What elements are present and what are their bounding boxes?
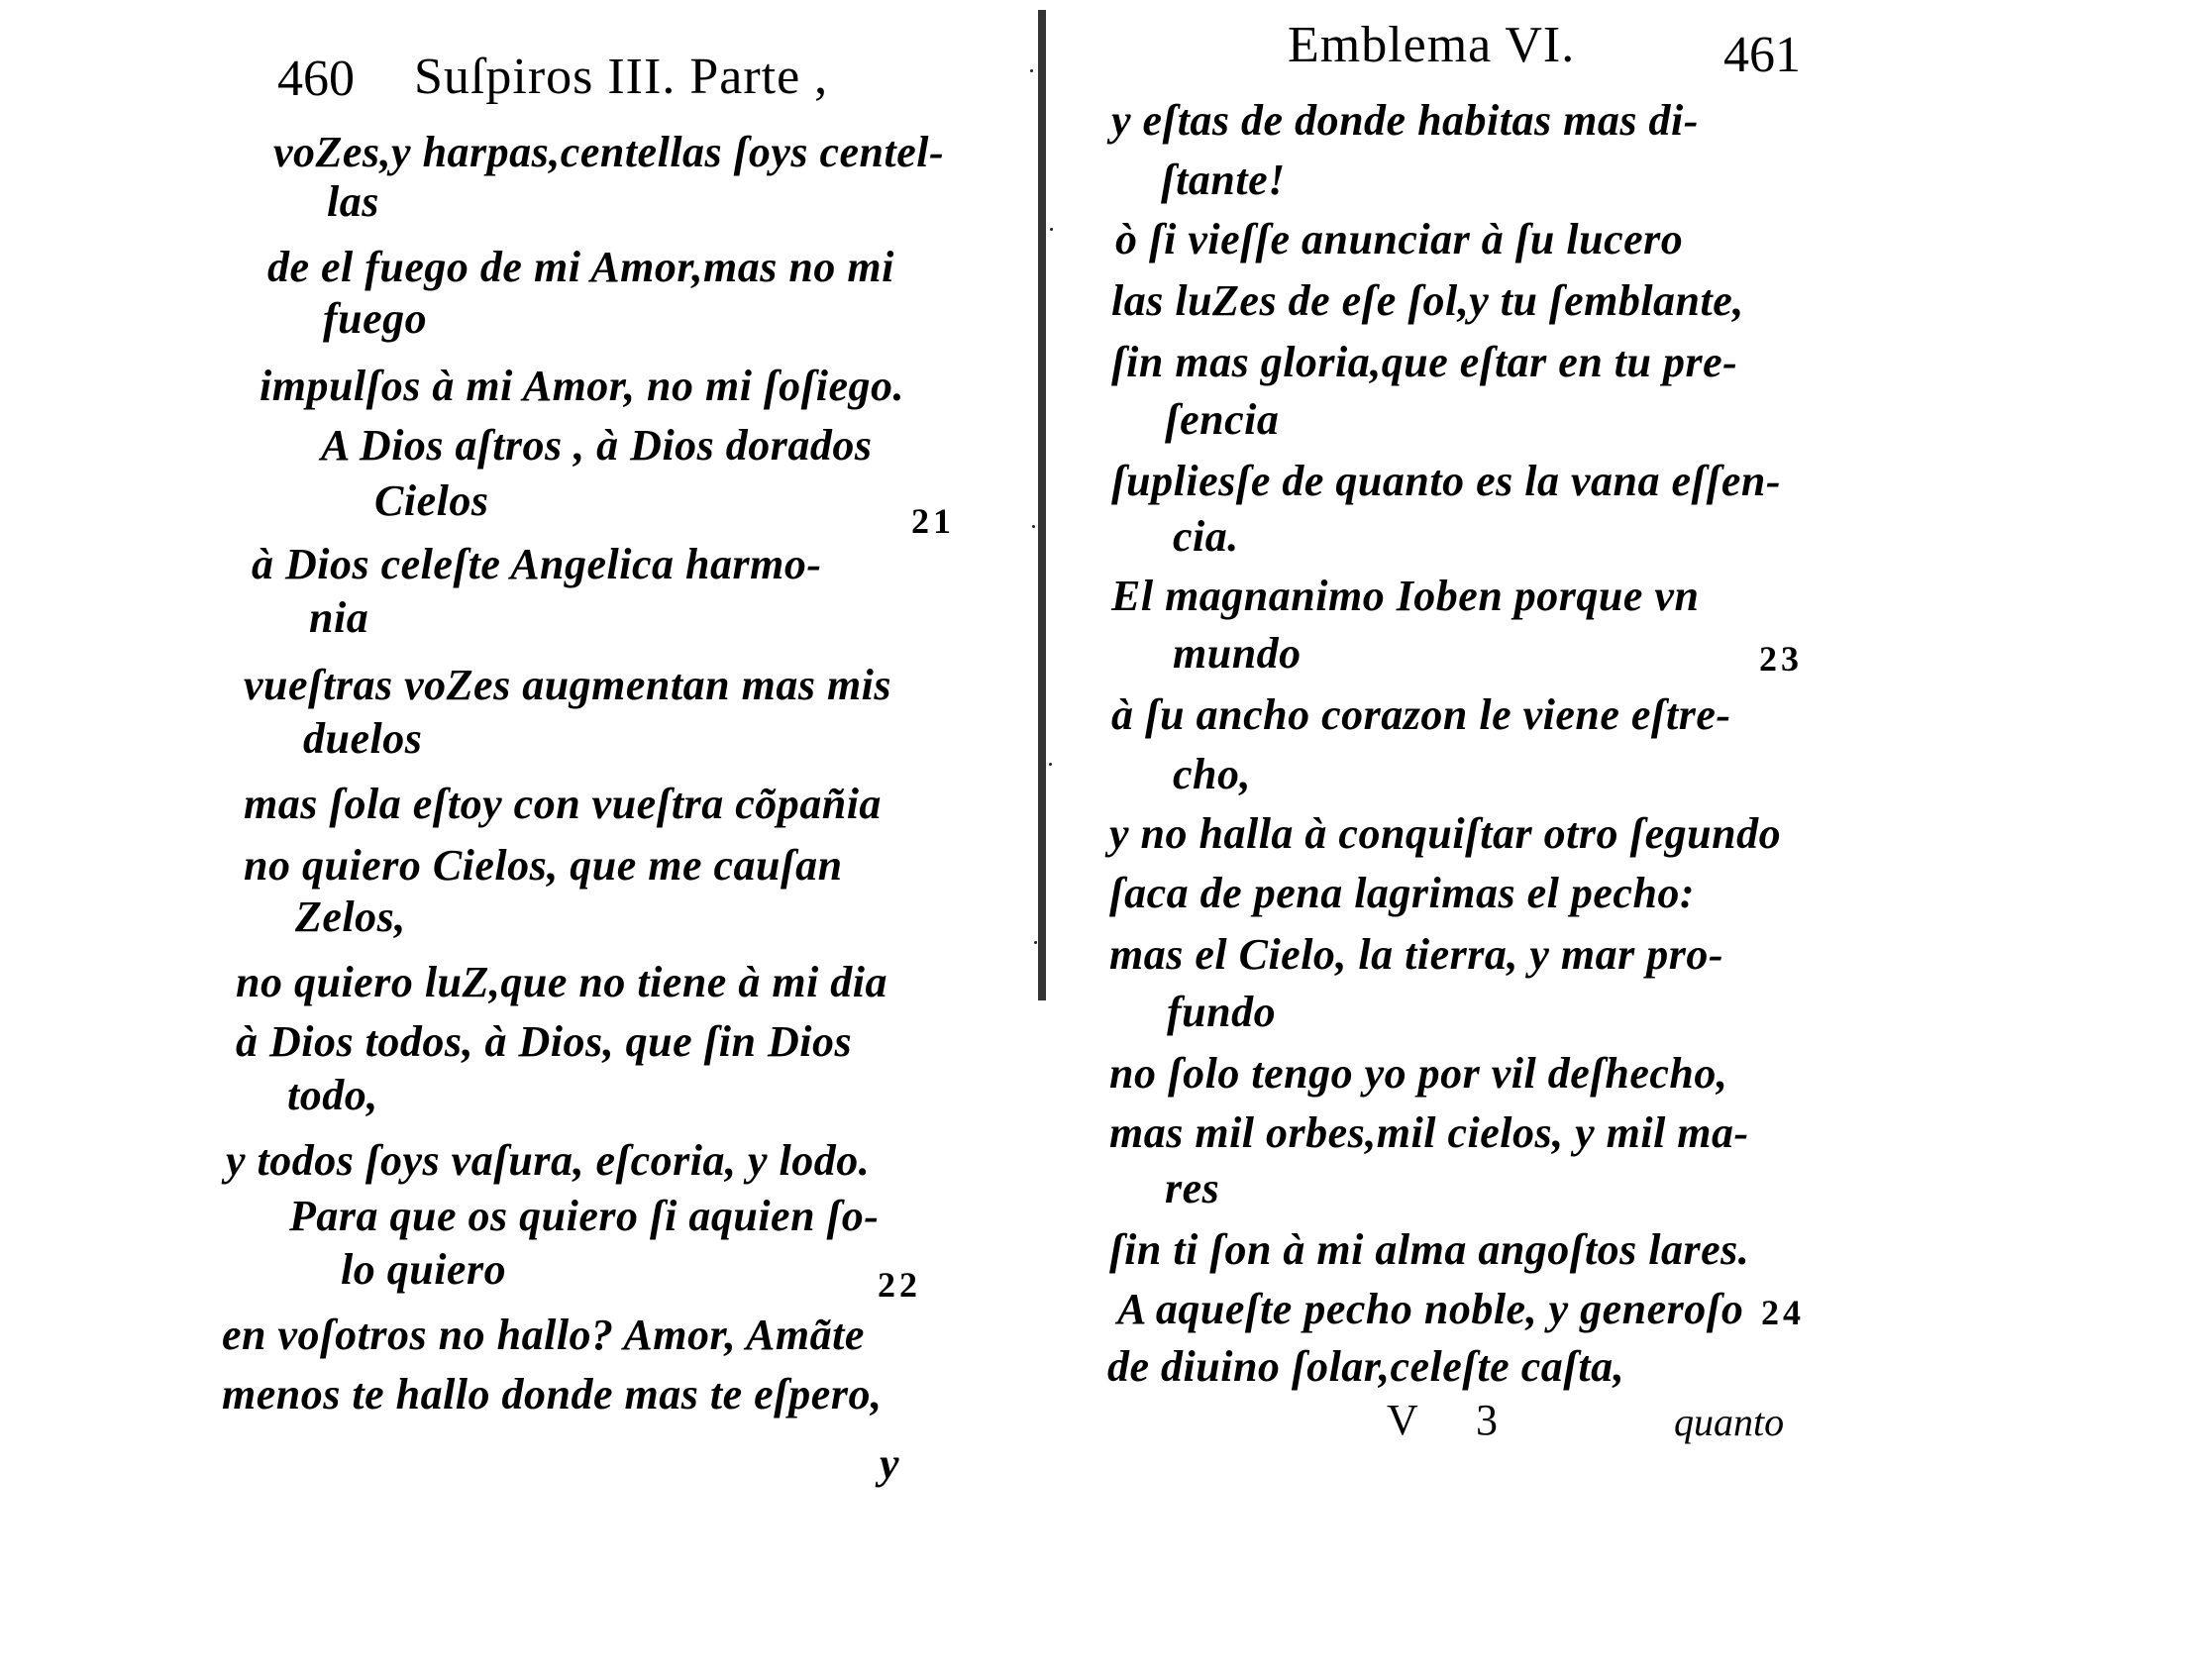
verse-line: mas ſola eſtoy con vueſtra cõpañia: [244, 780, 882, 828]
stanza-number: 21: [911, 501, 955, 541]
verse-line: ſtante!: [1161, 156, 1286, 204]
verse-line: y no halla à conquiſtar otro ſegundo: [1109, 809, 1782, 858]
stanza-number: 23: [1759, 639, 1803, 679]
verse-line: cho,: [1173, 750, 1251, 798]
running-title-right: Emblema VI.: [1288, 17, 1576, 73]
verse-line: de diuino ſolar,celeſte caſta,: [1107, 1342, 1625, 1391]
verse-line: duelos: [303, 714, 423, 763]
verse-line: ò ſi vieſſe anunciar à ſu lucero: [1115, 215, 1684, 263]
verse-line: ſin ti ſon à mi alma angoſtos lares.: [1109, 1225, 1750, 1274]
verse-line: de el fuego de mi Amor,mas no mi: [267, 243, 894, 291]
verse-line: à Dios celeſte Angelica harmo-: [252, 540, 822, 588]
verse-line: res: [1165, 1164, 1220, 1212]
verse-line: voZes,y harpas,centellas ſoys centel-: [273, 128, 945, 176]
verse-line: cia.: [1173, 512, 1239, 561]
verse-line: mas mil orbes,mil cielos, y mil ma-: [1109, 1108, 1749, 1157]
verse-line: A aqueſte pecho noble, y generoſo: [1117, 1285, 1744, 1333]
verse-line: en voſotros no hallo? Amor, Amãte: [222, 1311, 865, 1359]
verse-line: ſencia: [1165, 395, 1280, 444]
right-page: [1050, 0, 2188, 1680]
page-number-left: 460: [277, 51, 355, 107]
stanza-number: 24: [1761, 1293, 1805, 1332]
catchword-right: quanto: [1674, 1400, 1785, 1444]
verse-line: lo quiero: [341, 1245, 507, 1294]
verse-line: à ſu ancho corazon le viene eſtre-: [1111, 690, 1731, 739]
verse-line: ſupliesſe de quanto es la vana eſſen-: [1111, 457, 1781, 505]
left-page: [0, 0, 1030, 1680]
verse-line: todo,: [287, 1071, 378, 1119]
signature-mark: V 3: [1387, 1396, 1521, 1444]
verse-line: fuego: [323, 294, 428, 343]
verse-line: Cielos: [374, 476, 489, 525]
gutter-speck: [1034, 941, 1037, 944]
verse-line: las luZes de eſe ſol,y tu ſemblante,: [1111, 276, 1744, 325]
verse-line: ſaca de pena lagrimas el pecho:: [1109, 869, 1696, 917]
verse-line: no quiero Cielos, que me cauſan: [244, 841, 843, 890]
gutter-shadow: [1038, 10, 1046, 1000]
verse-line: Para que os quiero ſi aquien ſo-: [289, 1192, 880, 1240]
verse-line: las: [327, 177, 379, 226]
verse-line: impulſos à mi Amor, no mi ſoſiego.: [260, 362, 904, 410]
verse-line: fundo: [1167, 988, 1277, 1036]
verse-line: y eſtas de donde habitas mas di-: [1111, 96, 1699, 145]
verse-line: mundo: [1173, 629, 1302, 678]
verse-line: y todos ſoys vaſura, eſcoria, y lodo.: [226, 1136, 871, 1185]
verse-line: nia: [309, 593, 369, 642]
verse-line: no quiero luZ,que no tiene à mi dia: [236, 958, 888, 1006]
gutter-speck: [1032, 525, 1035, 528]
verse-line: Zelos,: [295, 892, 406, 941]
catchword-left: y: [880, 1439, 900, 1488]
verse-line: no ſolo tengo yo por vil deſhecho,: [1109, 1049, 1728, 1098]
verse-line: A Dios aſtros , à Dios dorados: [321, 421, 873, 470]
running-title-left: Suſpiros III. Parte ,: [414, 49, 829, 105]
verse-line: mas el Cielo, la tierra, y mar pro-: [1109, 930, 1724, 979]
verse-line: à Dios todos, à Dios, que ſin Dios: [236, 1017, 853, 1066]
stanza-number: 22: [878, 1265, 921, 1305]
gutter-speck: [1030, 69, 1033, 72]
verse-line: El magnanimo Ioben porque vn: [1111, 572, 1700, 620]
page-number-right: 461: [1723, 27, 1801, 83]
verse-line: menos te hallo donde mas te eſpero,: [222, 1370, 883, 1418]
verse-line: vueſtras voZes augmentan mas mis: [244, 661, 892, 709]
verse-line: ſin mas gloria,que eſtar en tu pre-: [1111, 338, 1738, 386]
